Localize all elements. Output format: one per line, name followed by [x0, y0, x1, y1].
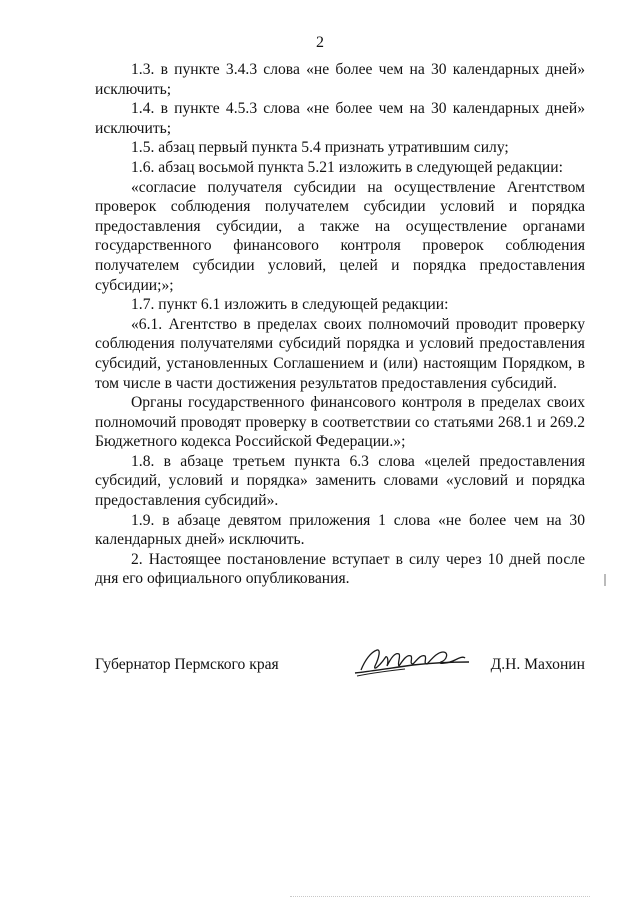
scan-footer-artifact	[290, 896, 590, 898]
paragraph-1-6-quote: «согласие получателя субсидии на осуществление Агентством проверок соблюдения получателем субсидии условий и порядка предоставления субсидии, а также на осуществление органами государственного финансового контроля проверок соблюдения получателем субсидии условий, целей и порядка предоставления субсидии;»;	[95, 178, 585, 294]
handwritten-signature	[351, 642, 473, 682]
paragraph-1-6: 1.6. абзац восьмой пункта 5.21 изложить в следующей редакции:	[131, 158, 563, 176]
paragraph-1-5: 1.5. абзац первый пункта 5.4 признать утратившим силу;	[131, 139, 509, 157]
paragraph-1-3: 1.3. в пункте 3.4.3 слова «не более чем на 30 календарных дней» исключить;	[95, 61, 585, 98]
paragraph-6-1-quote: «6.1. Агентство в пределах своих полномочий проводит проверку соблюдения получателями субсидий порядка и условий предоставления субсидий, установленных Соглашением и (или) настоящим Порядком, в том числе в части достижения результатов предоставления субсидий.	[95, 315, 585, 392]
signature-block	[95, 656, 585, 682]
paragraph-1-4: 1.4. в пункте 4.5.3 слова «не более чем на 30 календарных дней» исключить;	[95, 100, 585, 137]
signer-name: Д.Н. Махонин	[490, 656, 585, 673]
paragraph-2: 2. Настоящее постановление вступает в силу через 10 дней после дня его официального опубликования.	[95, 550, 585, 588]
paragraph-1-7: 1.7. пункт 6.1 изложить в следующей редакции:	[131, 296, 449, 314]
paragraph-6-1-continued: Органы государственного финансового контроля в пределах своих полномочий проводят проверку в соответствии со статьями 268.1 и 269.2 Бюджетного кодекса Российской Федерации.»;	[95, 394, 585, 451]
scan-mark	[604, 574, 606, 586]
page-number: 2	[316, 34, 324, 51]
signer-title: Губернатор Пермского края	[95, 656, 279, 673]
paragraph-1-9: 1.9. в абзаце девятом приложения 1 слова «не более чем на 30 календарных дней» исключить.	[95, 511, 585, 549]
document-body	[95, 60, 585, 589]
paragraph-1-8: 1.8. в абзаце третьем пункта 6.3 слова «целей предоставления субсидий, условий и порядка» заменить словами «условий и порядка предоставления субсидий».	[95, 452, 585, 510]
